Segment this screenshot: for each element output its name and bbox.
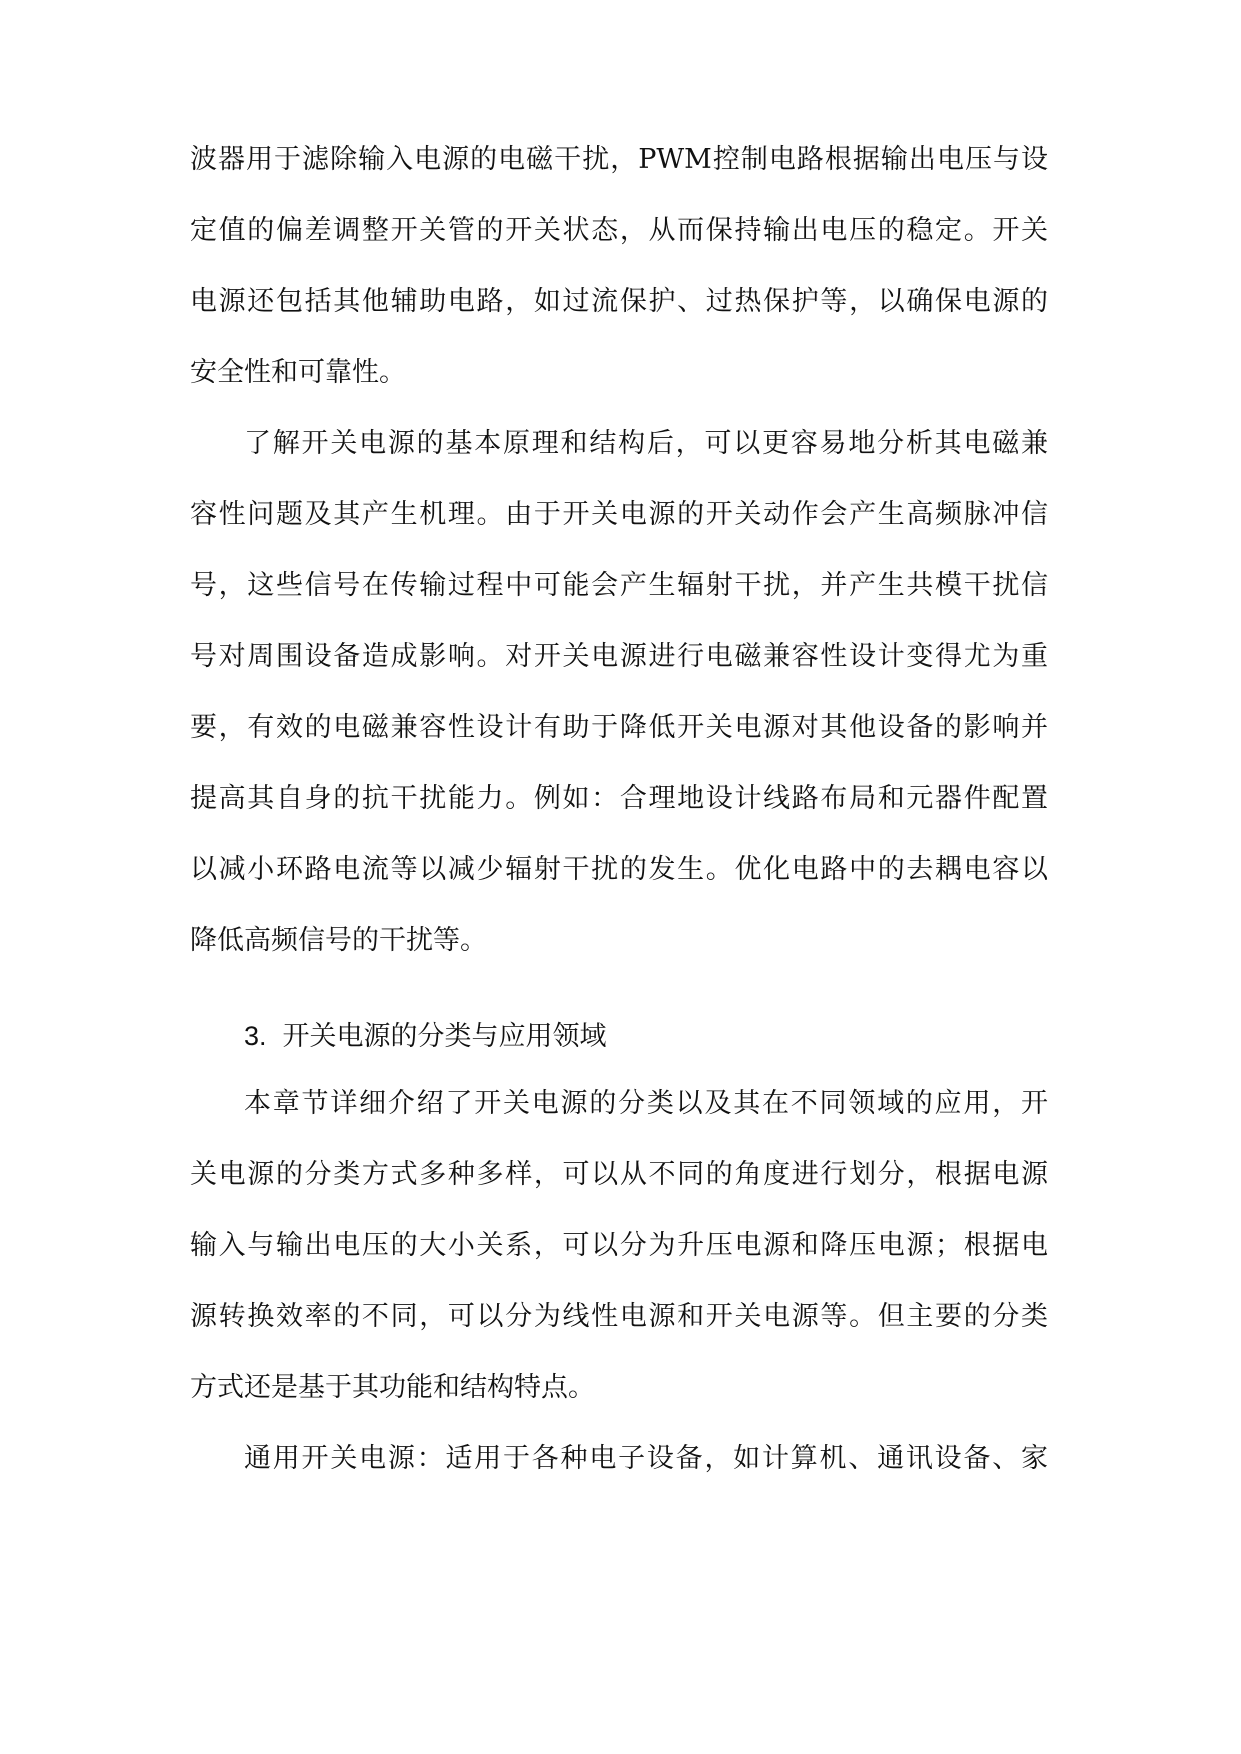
paragraph-2-line-6: 提高其自身的抗干扰能力。例如：合理地设计线路布局和元器件配置	[190, 783, 1048, 814]
section-heading	[244, 1016, 607, 1056]
section-paragraph-1-line-5: 方式还是基于其功能和结构特点。	[190, 1372, 595, 1403]
paragraph-2-line-5: 要，有效的电磁兼容性设计有助于降低开关电源对其他设备的影响并	[190, 712, 1048, 743]
paragraph-2-line-2: 容性问题及其产生机理。由于开关电源的开关动作会产生高频脉冲信	[190, 499, 1048, 530]
section-paragraph-1-line-3: 输入与输出电压的大小关系，可以分为升压电源和降压电源；根据电	[190, 1230, 1048, 1261]
section-paragraph-2-line-1: 通用开关电源：适用于各种电子设备，如计算机、通讯设备、家	[244, 1443, 1048, 1474]
section-paragraph-1-line-1: 本章节详细介绍了开关电源的分类以及其在不同领域的应用，开	[244, 1088, 1048, 1119]
paragraph-1-line-3: 电源还包括其他辅助电路，如过流保护、过热保护等，以确保电源的	[190, 286, 1048, 317]
paragraph-2-line-3: 号，这些信号在传输过程中可能会产生辐射干扰，并产生共模干扰信	[190, 570, 1048, 601]
paragraph-2-line-7: 以减小环路电流等以减少辐射干扰的发生。优化电路中的去耦电容以	[190, 854, 1048, 885]
paragraph-2-line-1: 了解开关电源的基本原理和结构后，可以更容易地分析其电磁兼	[244, 428, 1048, 459]
section-paragraph-1-line-2: 关电源的分类方式多种多样，可以从不同的角度进行划分，根据电源	[190, 1159, 1048, 1190]
section-paragraph-1-line-4: 源转换效率的不同，可以分为线性电源和开关电源等。但主要的分类	[190, 1301, 1048, 1332]
paragraph-1-line-1: 波器用于滤除输入电源的电磁干扰，PWM控制电路根据输出电压与设	[190, 144, 1048, 175]
section-number: 3.	[244, 1021, 267, 1051]
paragraph-1-line-2: 定值的偏差调整开关管的开关状态，从而保持输出电压的稳定。开关	[190, 215, 1048, 246]
section-title: 开关电源的分类与应用领域	[282, 1021, 607, 1052]
paragraph-2-line-4: 号对周围设备造成影响。对开关电源进行电磁兼容性设计变得尤为重	[190, 641, 1048, 672]
paragraph-2-line-8: 降低高频信号的干扰等。	[190, 925, 487, 956]
paragraph-1-line-4: 安全性和可靠性。	[190, 357, 406, 388]
